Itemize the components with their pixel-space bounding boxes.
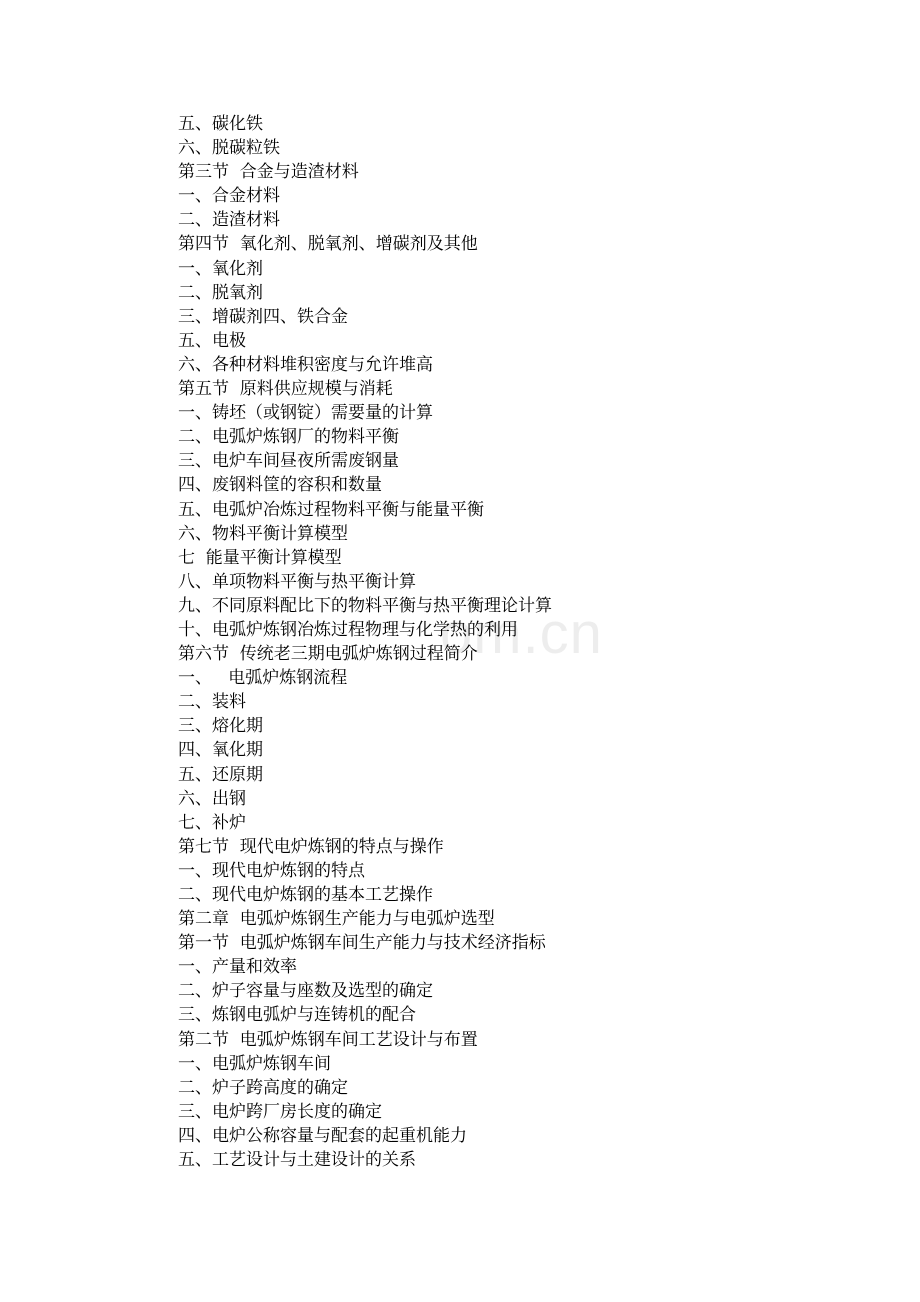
toc-line: 四、氧化期 <box>178 740 263 761</box>
toc-line: 五、碳化铁 <box>178 114 263 134</box>
toc-line: 八、单项物料平衡与热平衡计算 <box>178 571 416 592</box>
watermark: om.cn <box>440 601 603 666</box>
toc-line: 三、电炉跨厂房长度的确定 <box>178 1101 382 1122</box>
toc-line: 六、脱碳粒铁 <box>178 138 280 159</box>
toc-line: 三、熔化期 <box>178 716 263 737</box>
toc-line: 五、还原期 <box>178 764 263 785</box>
toc-line: 六、各种材料堆积密度与允许堆高 <box>178 354 433 375</box>
toc-line: 第三节 合金与造渣材料 <box>178 162 359 183</box>
toc-line: 五、工艺设计与土建设计的关系 <box>178 1150 416 1171</box>
toc-line: 二、炉子容量与座数及选型的确定 <box>178 981 433 1002</box>
toc-line: 三、炼钢电弧炉与连铸机的配合 <box>178 1005 416 1026</box>
toc-line: 十、电弧炉炼钢冶炼过程物理与化学热的利用 <box>178 619 518 640</box>
toc-line: 第七节 现代电炉炼钢的特点与操作 <box>178 836 444 857</box>
toc-line: 二、造渣材料 <box>178 210 280 231</box>
toc-line: 第一节 电弧炉炼钢车间生产能力与技术经济指标 <box>178 933 546 954</box>
toc-line: 三、电炉车间昼夜所需废钢量 <box>178 451 399 472</box>
toc-line: 四、电炉公称容量与配套的起重机能力 <box>178 1125 467 1146</box>
toc-line: 一、电弧炉炼钢车间 <box>178 1053 331 1074</box>
toc-line: 四、废钢料筐的容积和数量 <box>178 475 382 496</box>
toc-line: 七 能量平衡计算模型 <box>178 547 342 568</box>
toc-line: 七、补炉 <box>178 812 246 833</box>
toc-line: 三、增碳剂四、铁合金 <box>178 306 348 327</box>
toc-line: 二、装料 <box>178 692 246 713</box>
toc-line: 五、电弧炉冶炼过程物料平衡与能量平衡 <box>178 499 484 520</box>
toc-line: 六、出钢 <box>178 788 246 809</box>
toc-line: 一、现代电炉炼钢的特点 <box>178 860 365 881</box>
toc-line: 一、产量和效率 <box>178 957 297 978</box>
toc-line: 第六节 传统老三期电弧炉炼钢过程简介 <box>178 644 478 665</box>
toc-line: 第四节 氧化剂、脱氧剂、增碳剂及其他 <box>178 234 478 255</box>
toc-line: 第五节 原料供应规模与消耗 <box>178 379 393 400</box>
toc-line: 一、氧化剂 <box>178 258 263 279</box>
toc-line: 九、不同原料配比下的物料平衡与热平衡理论计算 <box>178 595 552 616</box>
table-of-contents <box>178 112 818 1172</box>
toc-line: 一、铸坯（或钢锭）需要量的计算 <box>178 403 433 424</box>
toc-line: 二、脱氧剂 <box>178 282 263 303</box>
toc-line: 一、 电弧炉炼钢流程 <box>178 668 348 689</box>
toc-line: 第二章 电弧炉炼钢生产能力与电弧炉选型 <box>178 909 495 930</box>
toc-line: 一、合金材料 <box>178 186 280 207</box>
toc-line: 二、炉子跨高度的确定 <box>178 1077 348 1098</box>
toc-line: 二、电弧炉炼钢厂的物料平衡 <box>178 427 399 448</box>
toc-line: 六、物料平衡计算模型 <box>178 523 348 544</box>
toc-line: 第二节 电弧炉炼钢车间工艺设计与布置 <box>178 1029 478 1050</box>
toc-line: 二、现代电炉炼钢的基本工艺操作 <box>178 885 433 905</box>
toc-line: 五、电极 <box>178 330 246 351</box>
